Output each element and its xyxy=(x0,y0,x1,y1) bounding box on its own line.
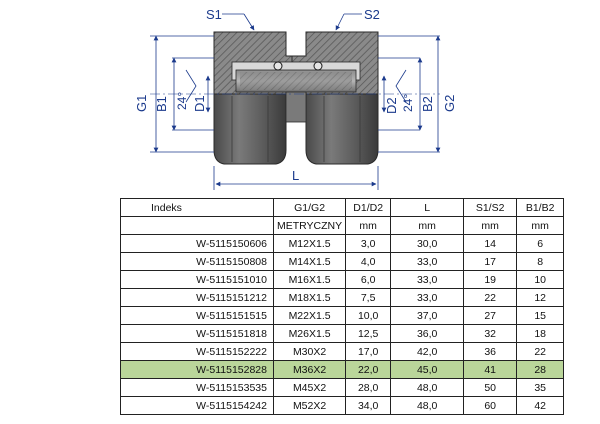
cell-index: W-5115154242 xyxy=(121,397,274,415)
right-nut xyxy=(306,94,378,164)
cell-index: W-5115151212 xyxy=(121,289,274,307)
table-units-row xyxy=(121,217,564,235)
cell-bore: 3,0 xyxy=(346,235,391,253)
cell-spanner: 36 xyxy=(464,343,517,361)
cell-thread: G1/G2 xyxy=(274,199,346,217)
cell-index: W-5115150808 xyxy=(121,253,274,271)
cell-thread: M45X2 xyxy=(274,379,346,397)
spec-table xyxy=(120,198,564,415)
cell-length: 36,0 xyxy=(391,325,464,343)
cell-thread: M26X1.5 xyxy=(274,325,346,343)
cell-bore: 7,5 xyxy=(346,289,391,307)
cell-index: W-5115151010 xyxy=(121,271,274,289)
cell-thread: M30X2 xyxy=(274,343,346,361)
label-s2: S2 xyxy=(364,7,380,22)
cell-length: 33,0 xyxy=(391,271,464,289)
cell-thread: M18X1.5 xyxy=(274,289,346,307)
table-row xyxy=(121,325,564,343)
cell-index: W-5115153535 xyxy=(121,379,274,397)
cell-thread: M52X2 xyxy=(274,397,346,415)
cell-bore: 12,5 xyxy=(346,325,391,343)
cell-spanner: 14 xyxy=(464,235,517,253)
cell-bore: 34,0 xyxy=(346,397,391,415)
cell-thread: M36X2 xyxy=(274,361,346,379)
cell-b: 35 xyxy=(517,379,564,397)
cell-length: 37,0 xyxy=(391,307,464,325)
label-angle-right: 24° xyxy=(401,93,415,112)
cell-spanner: 19 xyxy=(464,271,517,289)
cell-thread: M14X1.5 xyxy=(274,253,346,271)
cell-index: W-5115150606 xyxy=(121,235,274,253)
table-header-row xyxy=(121,199,564,217)
label-angle-left: 24° xyxy=(175,91,189,110)
label-b2: B2 xyxy=(420,96,435,112)
cell-thread: M16X1.5 xyxy=(274,271,346,289)
cell-b: 6 xyxy=(517,235,564,253)
cell-b: B1/B2 xyxy=(517,199,564,217)
cell-spanner: 50 xyxy=(464,379,517,397)
cell-length: 33,0 xyxy=(391,289,464,307)
cell-index: W-5115151515 xyxy=(121,307,274,325)
label-b1: B1 xyxy=(154,96,169,112)
cell-bore: 17,0 xyxy=(346,343,391,361)
label-length: L xyxy=(292,168,300,183)
label-d1: D1 xyxy=(192,95,207,112)
cell-bore: 22,0 xyxy=(346,361,391,379)
cell-b: 22 xyxy=(517,343,564,361)
cell-spanner: 27 xyxy=(464,307,517,325)
cell-length: 42,0 xyxy=(391,343,464,361)
table-row xyxy=(121,289,564,307)
cell-length: 30,0 xyxy=(391,235,464,253)
label-d2: D2 xyxy=(384,97,399,114)
cell-index: Indeks xyxy=(121,199,274,217)
cell-bore: 10,0 xyxy=(346,307,391,325)
cell-spanner: 17 xyxy=(464,253,517,271)
table-row xyxy=(121,253,564,271)
cell-length: 48,0 xyxy=(391,379,464,397)
cell-length: 48,0 xyxy=(391,397,464,415)
cell-length: mm xyxy=(391,217,464,235)
table-row xyxy=(121,397,564,415)
table-row xyxy=(121,271,564,289)
label-g2: G2 xyxy=(442,94,457,112)
cell-b: 12 xyxy=(517,289,564,307)
cell-b: 15 xyxy=(517,307,564,325)
table-row xyxy=(121,343,564,361)
cell-spanner: S1/S2 xyxy=(464,199,517,217)
label-g1: G1 xyxy=(134,94,149,112)
cell-length: L xyxy=(391,199,464,217)
cell-spanner: mm xyxy=(464,217,517,235)
cell-b: 42 xyxy=(517,397,564,415)
technical-drawing xyxy=(0,0,600,196)
label-s1: S1 xyxy=(206,7,222,22)
cell-bore: 4,0 xyxy=(346,253,391,271)
cell-length: 33,0 xyxy=(391,253,464,271)
cell-index: W-5115152222 xyxy=(121,343,274,361)
cell-index: W-5115152828 xyxy=(121,361,274,379)
left-nut xyxy=(214,94,286,164)
table-row xyxy=(121,379,564,397)
cell-b: 28 xyxy=(517,361,564,379)
cell-spanner: 22 xyxy=(464,289,517,307)
cell-bore: mm xyxy=(346,217,391,235)
cell-thread: M22X1.5 xyxy=(274,307,346,325)
table-row xyxy=(121,361,564,379)
table-row xyxy=(121,307,564,325)
cell-index: W-5115151818 xyxy=(121,325,274,343)
cell-spanner: 60 xyxy=(464,397,517,415)
cell-index xyxy=(121,217,274,235)
cell-spanner: 32 xyxy=(464,325,517,343)
cell-spanner: 41 xyxy=(464,361,517,379)
table-row xyxy=(121,235,564,253)
cell-b: 18 xyxy=(517,325,564,343)
cell-bore: 6,0 xyxy=(346,271,391,289)
cell-length: 45,0 xyxy=(391,361,464,379)
cell-b: 8 xyxy=(517,253,564,271)
cell-thread: M12X1.5 xyxy=(274,235,346,253)
cell-b: 10 xyxy=(517,271,564,289)
cell-thread: METRYCZNY xyxy=(274,217,346,235)
cell-bore: D1/D2 xyxy=(346,199,391,217)
cell-bore: 28,0 xyxy=(346,379,391,397)
cell-b: mm xyxy=(517,217,564,235)
